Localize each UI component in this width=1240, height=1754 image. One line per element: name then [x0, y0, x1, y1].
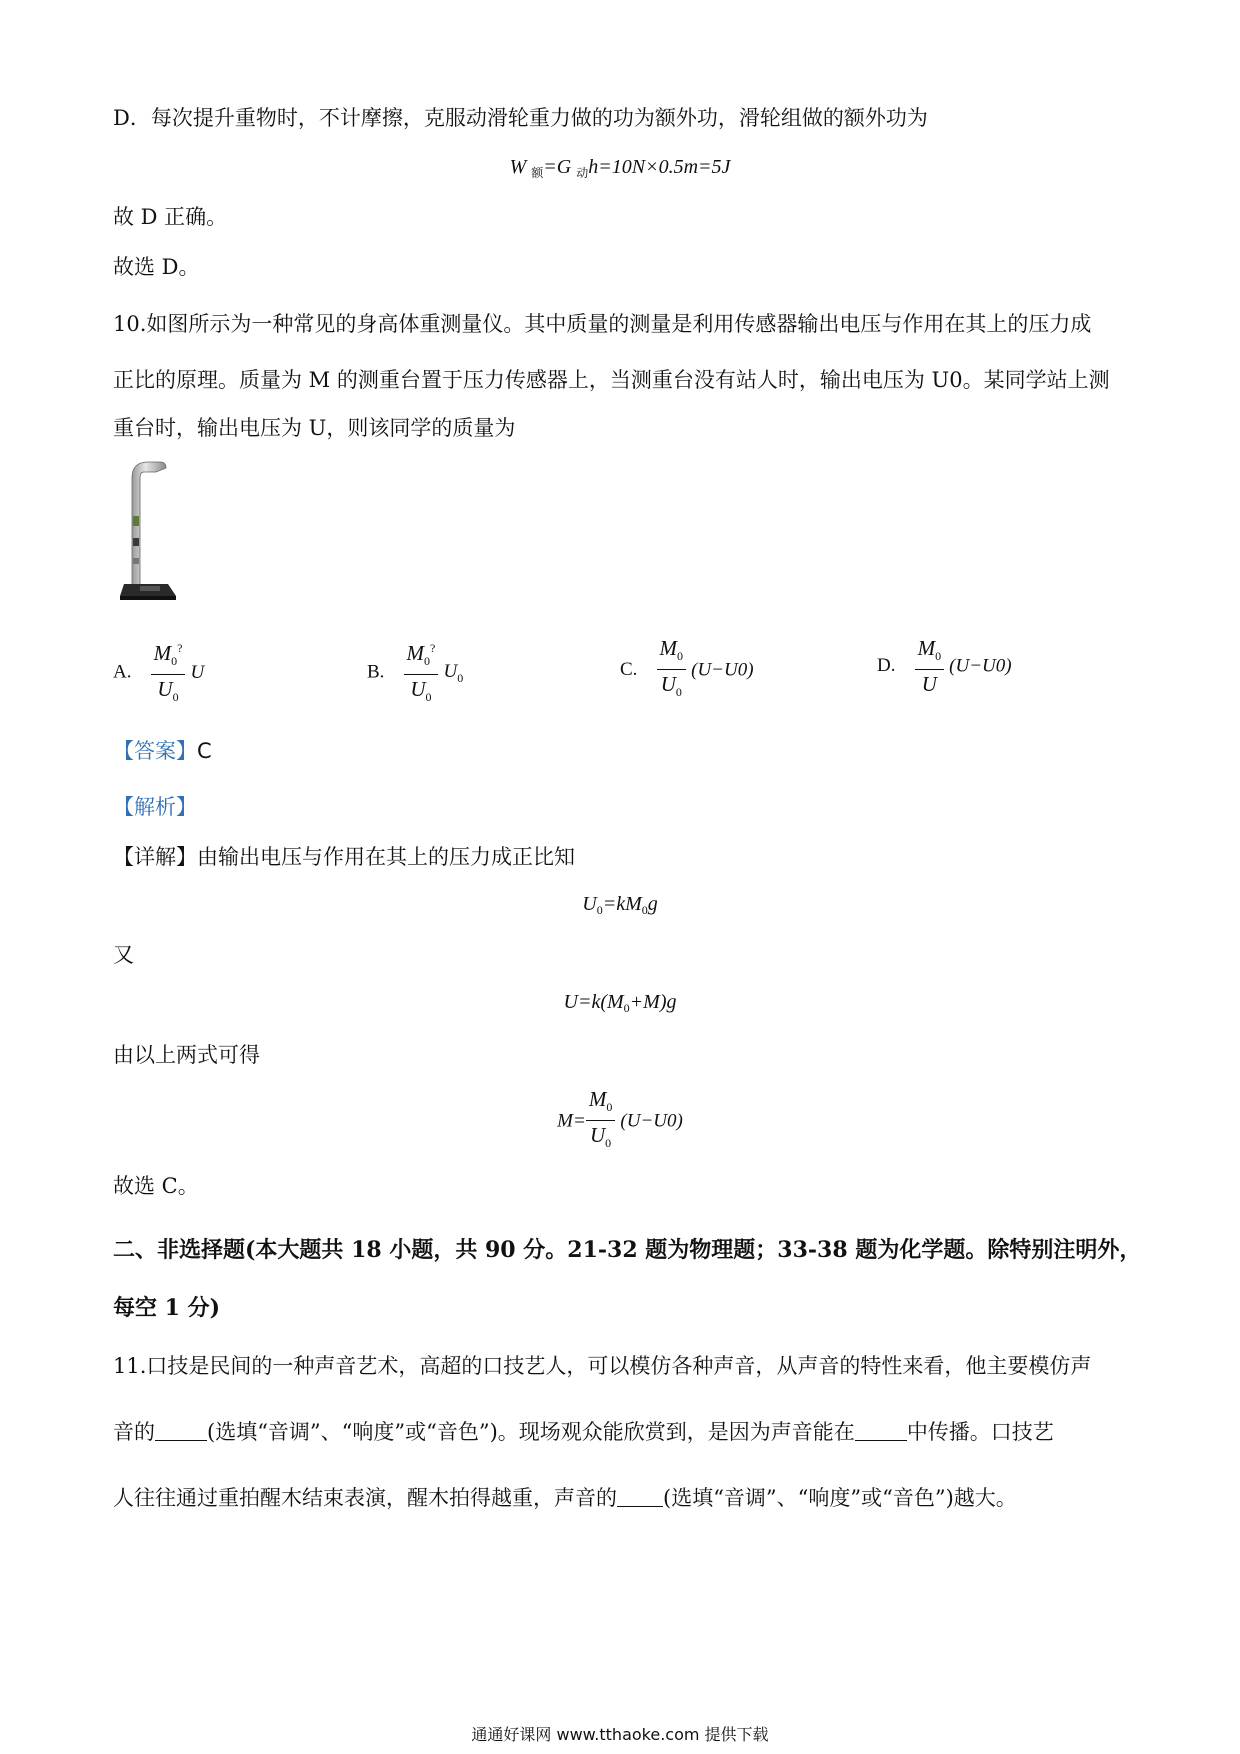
choose-c-text: 故选 C。	[113, 1174, 199, 1198]
q10-line-1: 10.如图所示为一种常见的身高体重测量仪。其中质量的测量是利用传感器输出电压与作用在其上的压力成	[113, 312, 1092, 336]
q11-line-2: 音的 (选填“音调”、“响度”或“音色”)。现场观众能欣赏到，是因为声音能在 中传播。口技艺	[113, 1420, 1054, 1444]
blank-1[interactable]	[155, 1440, 207, 1441]
q11-line-1: 11.口技是民间的一种声音艺术，高超的口技艺人，可以模仿各种声音，从声音的特性来看，他主要模仿声	[113, 1354, 1092, 1378]
section-2-heading-line-1: 二、非选择题(本大题共 18 小题，共 90 分。21-32 题为物理题；33-38 题为化学题。除特别注明外，	[113, 1237, 1142, 1263]
answer-line	[113, 737, 212, 765]
option-d-explanation: D．每次提升重物时，不计摩擦，克服动滑轮重力做的功为额外功，滑轮组做的额外功为	[113, 106, 928, 130]
equation-u: $U=k(M_0+M)g$	[563, 991, 677, 1015]
q10-line-3: 重台时，输出电压为 U，则该同学的质量为	[113, 416, 516, 440]
equation-m: M= $\frac{M_0}{U_0}$ (U−U0)	[0, 1087, 1240, 1156]
option-b[interactable]: B. $\frac{M_0^?}{U_0}$ $U_0$	[367, 636, 463, 710]
detail-line	[113, 843, 575, 871]
answer-tag: 【答案】	[113, 739, 197, 763]
again-text: 又	[113, 943, 134, 967]
option-c[interactable]: C. $\frac{M_0}{U_0}$ (U−U0)	[620, 636, 754, 705]
blank-2[interactable]	[855, 1440, 907, 1441]
analysis-tag: 【解析】	[113, 795, 197, 819]
choose-d-text: 故选 D。	[113, 255, 200, 279]
height-weight-scale-image	[118, 458, 188, 608]
equation-extra-work: W $_额$=G $_动$h=10N×0.5m=5J	[509, 156, 731, 180]
option-d-fraction: $\frac{M_0}{U}$	[915, 636, 945, 697]
option-a-fraction: $\frac{M_0^?}{U_0}$	[151, 636, 186, 710]
blank-3[interactable]	[617, 1506, 663, 1507]
option-a[interactable]: A. $\frac{M_0^?}{U_0}$ U	[113, 636, 204, 710]
derive-text: 由以上两式可得	[113, 1043, 260, 1067]
option-c-fraction: $\frac{M_0}{U_0}$	[657, 636, 687, 705]
answer-value: C	[197, 739, 212, 763]
section-2-heading-line-2: 每空 1 分)	[113, 1295, 221, 1321]
detail-text: 由输出电压与作用在其上的压力成正比知	[197, 845, 575, 869]
q10-line-2: 正比的原理。质量为 M 的测重台置于压力传感器上，当测重台没有站人时，输出电压为 U0。某同学站上测	[113, 368, 1110, 392]
footer-source: 通通好课网 www.tthaoke.com 提供下载	[471, 1725, 769, 1744]
d-correct-text: 故 D 正确。	[113, 205, 228, 229]
q11-line-3: 人往往通过重拍醒木结束表演，醒木拍得越重，声音的 (选填“音调”、“响度”或“音色”)越大。	[113, 1486, 1017, 1510]
equation-u0: $U_0=kM_0g$	[582, 893, 658, 917]
equation-m-fraction: $\frac{M_0}{U_0}$	[586, 1087, 616, 1156]
option-b-fraction: $\frac{M_0^?}{U_0}$	[404, 636, 439, 710]
detail-tag: 【详解】	[113, 845, 197, 869]
option-d[interactable]: D. $\frac{M_0}{U}$ (U−U0)	[877, 636, 1012, 697]
